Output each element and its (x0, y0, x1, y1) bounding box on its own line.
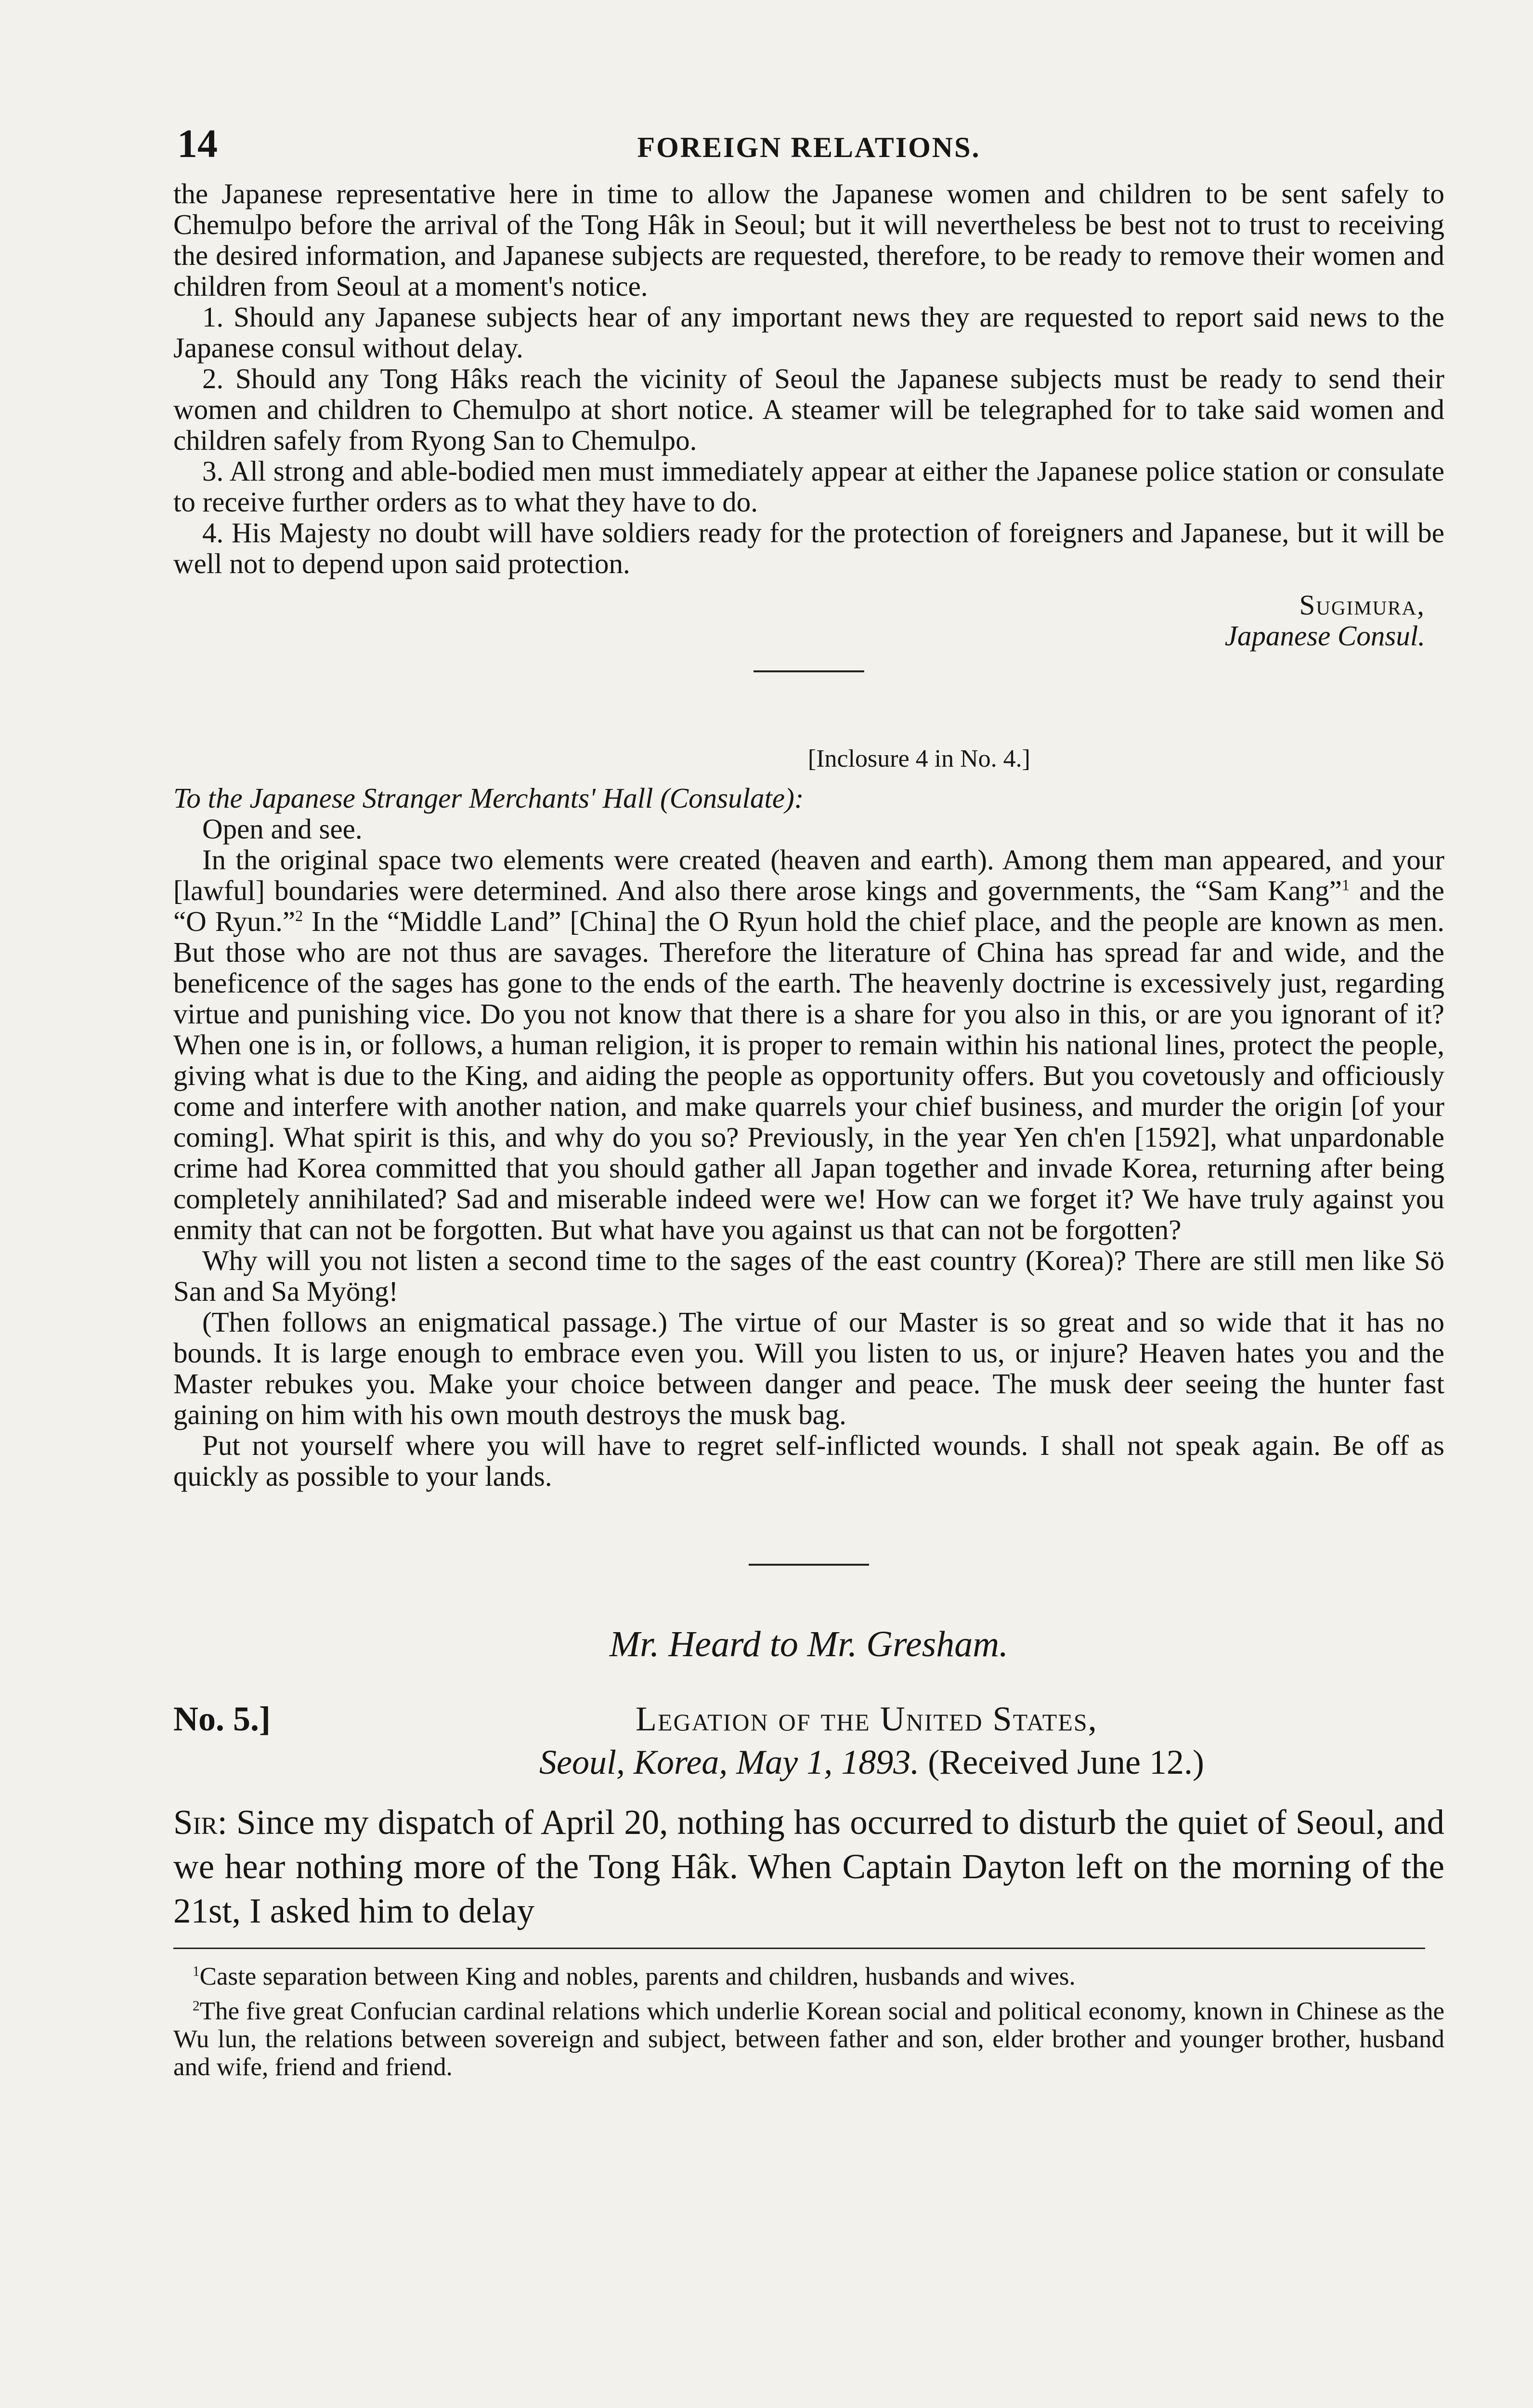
legation-line: Legation of the United States, (636, 1700, 1098, 1738)
enclosure-paragraph-1 (173, 844, 1444, 1245)
document-page (173, 120, 1444, 2088)
place-date: Seoul, Korea, May 1, 1893. (539, 1743, 920, 1781)
footnote-ref-1: 1 (1341, 877, 1350, 894)
text-run: and the “O Ryun.” (173, 875, 1444, 937)
dispatch-body (173, 1800, 1444, 1933)
enclosure-heading: [Inclosure 4 in No. 4.] (807, 745, 1030, 772)
section-divider (754, 670, 864, 672)
footnote-1 (173, 1963, 1444, 1990)
notice-paragraph: the Japanese representative here in time to allow the Japanese women and children to be sent safely to Chemulpo before the arrival of the Tong Hâk in Seoul; but it will nevertheless be best not to trust to receiving the desired information, and Japanese subjects are requested, therefore, to be ready to remove their women and children from Seoul at a moment's notice. (173, 178, 1444, 302)
footnote-rule (173, 1948, 1425, 1949)
footnote-mark: 1 (193, 1963, 200, 1979)
dispatch-paragraph (173, 1800, 1444, 1933)
dispatch-number: No. 5.] (173, 1700, 271, 1738)
received-date: (Received June 12.) (928, 1743, 1205, 1781)
dispatch-dateline (539, 1742, 1204, 1782)
footnote-2 (173, 1997, 1444, 2081)
salutation: Sir: (173, 1803, 227, 1842)
footnotes (173, 1963, 1444, 2081)
notice-item-3: 3. All strong and able-bodied men must immediately appear at either the Japanese police station or consulate to receive further orders as to what they have to do. (173, 455, 1444, 518)
signature-block (173, 589, 1444, 651)
enclosure-paragraph-4: Put not yourself where you will have to regret self-inflicted wounds. I shall not speak again. Be off as quickly as possible to your lands. (173, 1429, 1444, 1492)
enclosure-opening: Open and see. (202, 813, 363, 845)
enclosure-text (173, 783, 1444, 1492)
notice-item-4: 4. His Majesty no doubt will have soldiers ready for the protection of foreigners and Japanese, but it will be well not to depend upon said protection. (173, 517, 1444, 579)
notice-item-2: 2. Should any Tong Hâks reach the vicinity of Seoul the Japanese subjects must be ready to send their women and children to Chemulpo at short notice. A steamer will be telegraphed for to take said women and children safely from Ryong San to Chemulpo. (173, 363, 1444, 456)
section-divider (749, 1564, 869, 1566)
footnote-ref-2: 2 (295, 907, 303, 925)
text-run: In the “Middle Land” [China] the O Ryun hold the chief place, and the people are known as men. But those who are not thus are savages. Therefore the literature of China has spread far and wide, and the beneficence of the sages has gone to the ends of the earth. The heavenly doctrine is excessively just, regarding virtue and punishing vice. Do you not know that there is a share for you also in this, or are you ignorant of it? When one is in, or follows, a human religion, it is proper to remain within his national lines, protect the people, giving what is due to the King, and aiding the people as opportunity offers. But you covetously and officiously come and interfere with another nation, and make quarrels your chief business, and murder the origin [of your coming]. What spirit is this, and why do you so? Previously, in the year Yen ch'en [1592], what unpardonable crime had Korea committed that you should gather all Japan together and invade Korea, returning after being completely annihilated? Sad and miserable indeed were we! How can we forget it? We have truly against you enmity that can not be forgotten. But what have you against us that can not be forgotten? (173, 905, 1444, 1245)
page-header (173, 120, 1444, 178)
enclosure-address: To the Japanese Stranger Merchants' Hall (Consulate): (173, 782, 804, 814)
running-head: FOREIGN RELATIONS. (637, 131, 981, 163)
footnote-text: Caste separation between King and nobles, parents and children, husbands and wives. (199, 1963, 1076, 1990)
footnote-text: The five great Confucian cardinal relations which underlie Korean social and political economy, known in Chinese as the Wu lun, the relations between sovereign and subject, between father and son, elder brother and younger brother, husband and wife, friend and friend. (173, 1997, 1444, 2081)
dispatch-heading (173, 1699, 1444, 1800)
footnote-mark: 2 (193, 1998, 200, 2014)
consul-notice (173, 178, 1444, 651)
dispatch-text: Since my dispatch of April 20, nothing has occurred to disturb the quiet of Seoul, and we hear nothing more of the Tong Hâk. When Captain Dayton left on the morning of the 21st, I asked him to delay (173, 1803, 1444, 1930)
dispatch-title: Mr. Heard to Mr. Gresham. (609, 1624, 1009, 1664)
text-run: In the original space two elements were created (heaven and earth). Among them man appeared, and your [lawful] boundaries were determined. And also there arose kings and governments, the “Sam Kang” (173, 844, 1444, 906)
page-number: 14 (177, 121, 218, 166)
enclosure-paragraph-2: Why will you not listen a second time to the sages of the east country (Korea)? There are still men like Sö San and Sa Myöng! (173, 1244, 1444, 1307)
notice-item-1: 1. Should any Japanese subjects hear of any important news they are requested to report said news to the Japanese consul without delay. (173, 301, 1444, 364)
enclosure-paragraph-3: (Then follows an enigmatical passage.) The virtue of our Master is so great and so wide that it has no bounds. It is large enough to embrace even you. Will you listen to us, or injure? Heaven hates you and the Master rebukes you. Make your choice between danger and peace. The musk deer seeing the hunter fast gaining on him with his own mouth destroys the musk bag. (173, 1306, 1444, 1430)
signature-title: Japanese Consul. (1224, 620, 1425, 652)
signature-name: Sugimura, (1299, 589, 1425, 621)
